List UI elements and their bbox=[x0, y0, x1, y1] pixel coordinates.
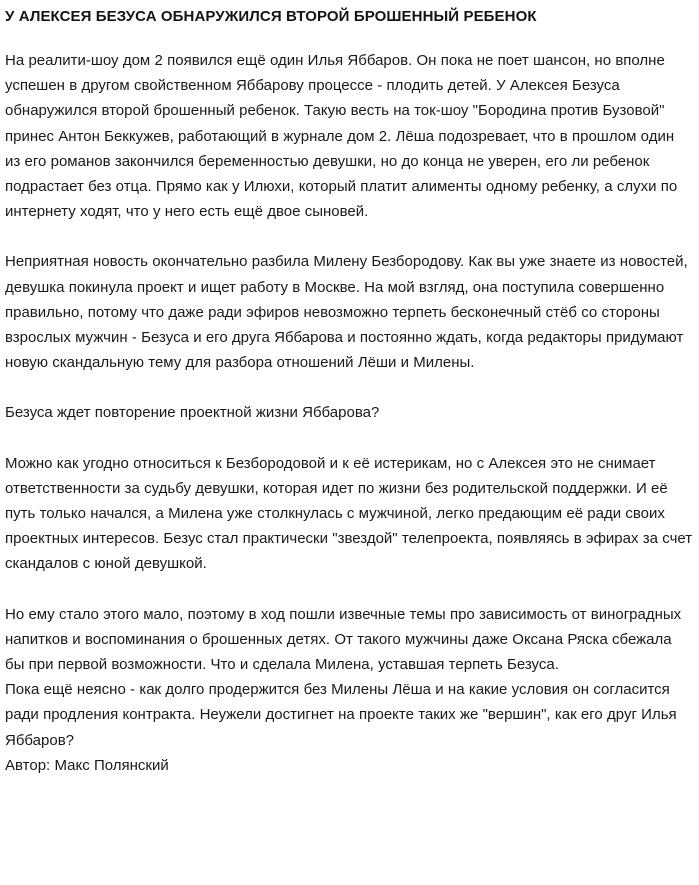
paragraph-closing bbox=[5, 602, 693, 778]
article-body bbox=[5, 48, 693, 778]
paragraph-responsibility: Можно как угодно относиться к Безбородовой и к её истерикам, но с Алексея это не снимает ответственности за судьбу девушки, которая идет по жизни без родительской поддержки. И её путь только начался, а Милена уже столкнулась с мужчиной, легко предающим её ради своих проектных интересов. Безус стал практически "звездой" телепроекта, появляясь в эфирах за счет скандалов с юной девушкой. bbox=[5, 454, 693, 573]
article-author: Автор: Макс Полянский bbox=[5, 756, 169, 774]
paragraph-subheading-question: Безуса ждет повторение проектной жизни Яббарова? bbox=[5, 404, 380, 422]
closing-line-outlook: Пока ещё неясно - как долго продержится без Милены Лёша и на какие условия он согласится ради продления контракта. Неужели достигнет на проекте таких же "вершин", как его друг Илья Яббаров? bbox=[5, 681, 677, 749]
paragraph-intro: На реалити-шоу дом 2 появился ещё один Илья Яббаров. Он пока не поет шансон, но вполне успешен в другом свойственном Яббарову процессе - плодить детей. У Алексея Безуса обнаружился второй брошенный ребенок. Такую весть на ток-шоу "Бородина против Бузовой" принес Антон Беккужев, работающий в журнале дом 2. Лёша подозревает, что в прошлом один из его романов закончился беременностью девушки, но до конца не уверен, его ли ребенок подрастает без отца. Прямо как у Илюхи, который платит алименты одному ребенку, а слухи по интернету ходят, что у него есть ещё двое сыновей. bbox=[5, 52, 678, 221]
page-title: У АЛЕКСЕЯ БЕЗУСА ОБНАРУЖИЛСЯ ВТОРОЙ БРОШЕННЫЙ РЕБЕНОК bbox=[5, 8, 537, 25]
closing-line-conclusion: Но ему стало этого мало, поэтому в ход пошли извечные темы про зависимость от виноградных напитков и воспоминания о брошенных детях. От такого мужчины даже Оксана Ряска сбежала бы при первой возможности. Что и сделала Милена, уставшая терпеть Безуса. bbox=[5, 605, 682, 674]
paragraph-milena-left-project: Неприятная новость окончательно разбила Милену Безбородову. Как вы уже знаете из новостей, девушка покинула проект и ищет работу в Москве. На мой взгляд, она поступила совершенно правильно, потому что даже ради эфиров невозможно терпеть бесконечный стёб со стороны взрослых мужчин - Безуса и его друга Яббарова и постоянно ждать, когда редакторы придумают новую скандальную тему для разбора отношений Лёши и Милены. bbox=[5, 253, 688, 372]
